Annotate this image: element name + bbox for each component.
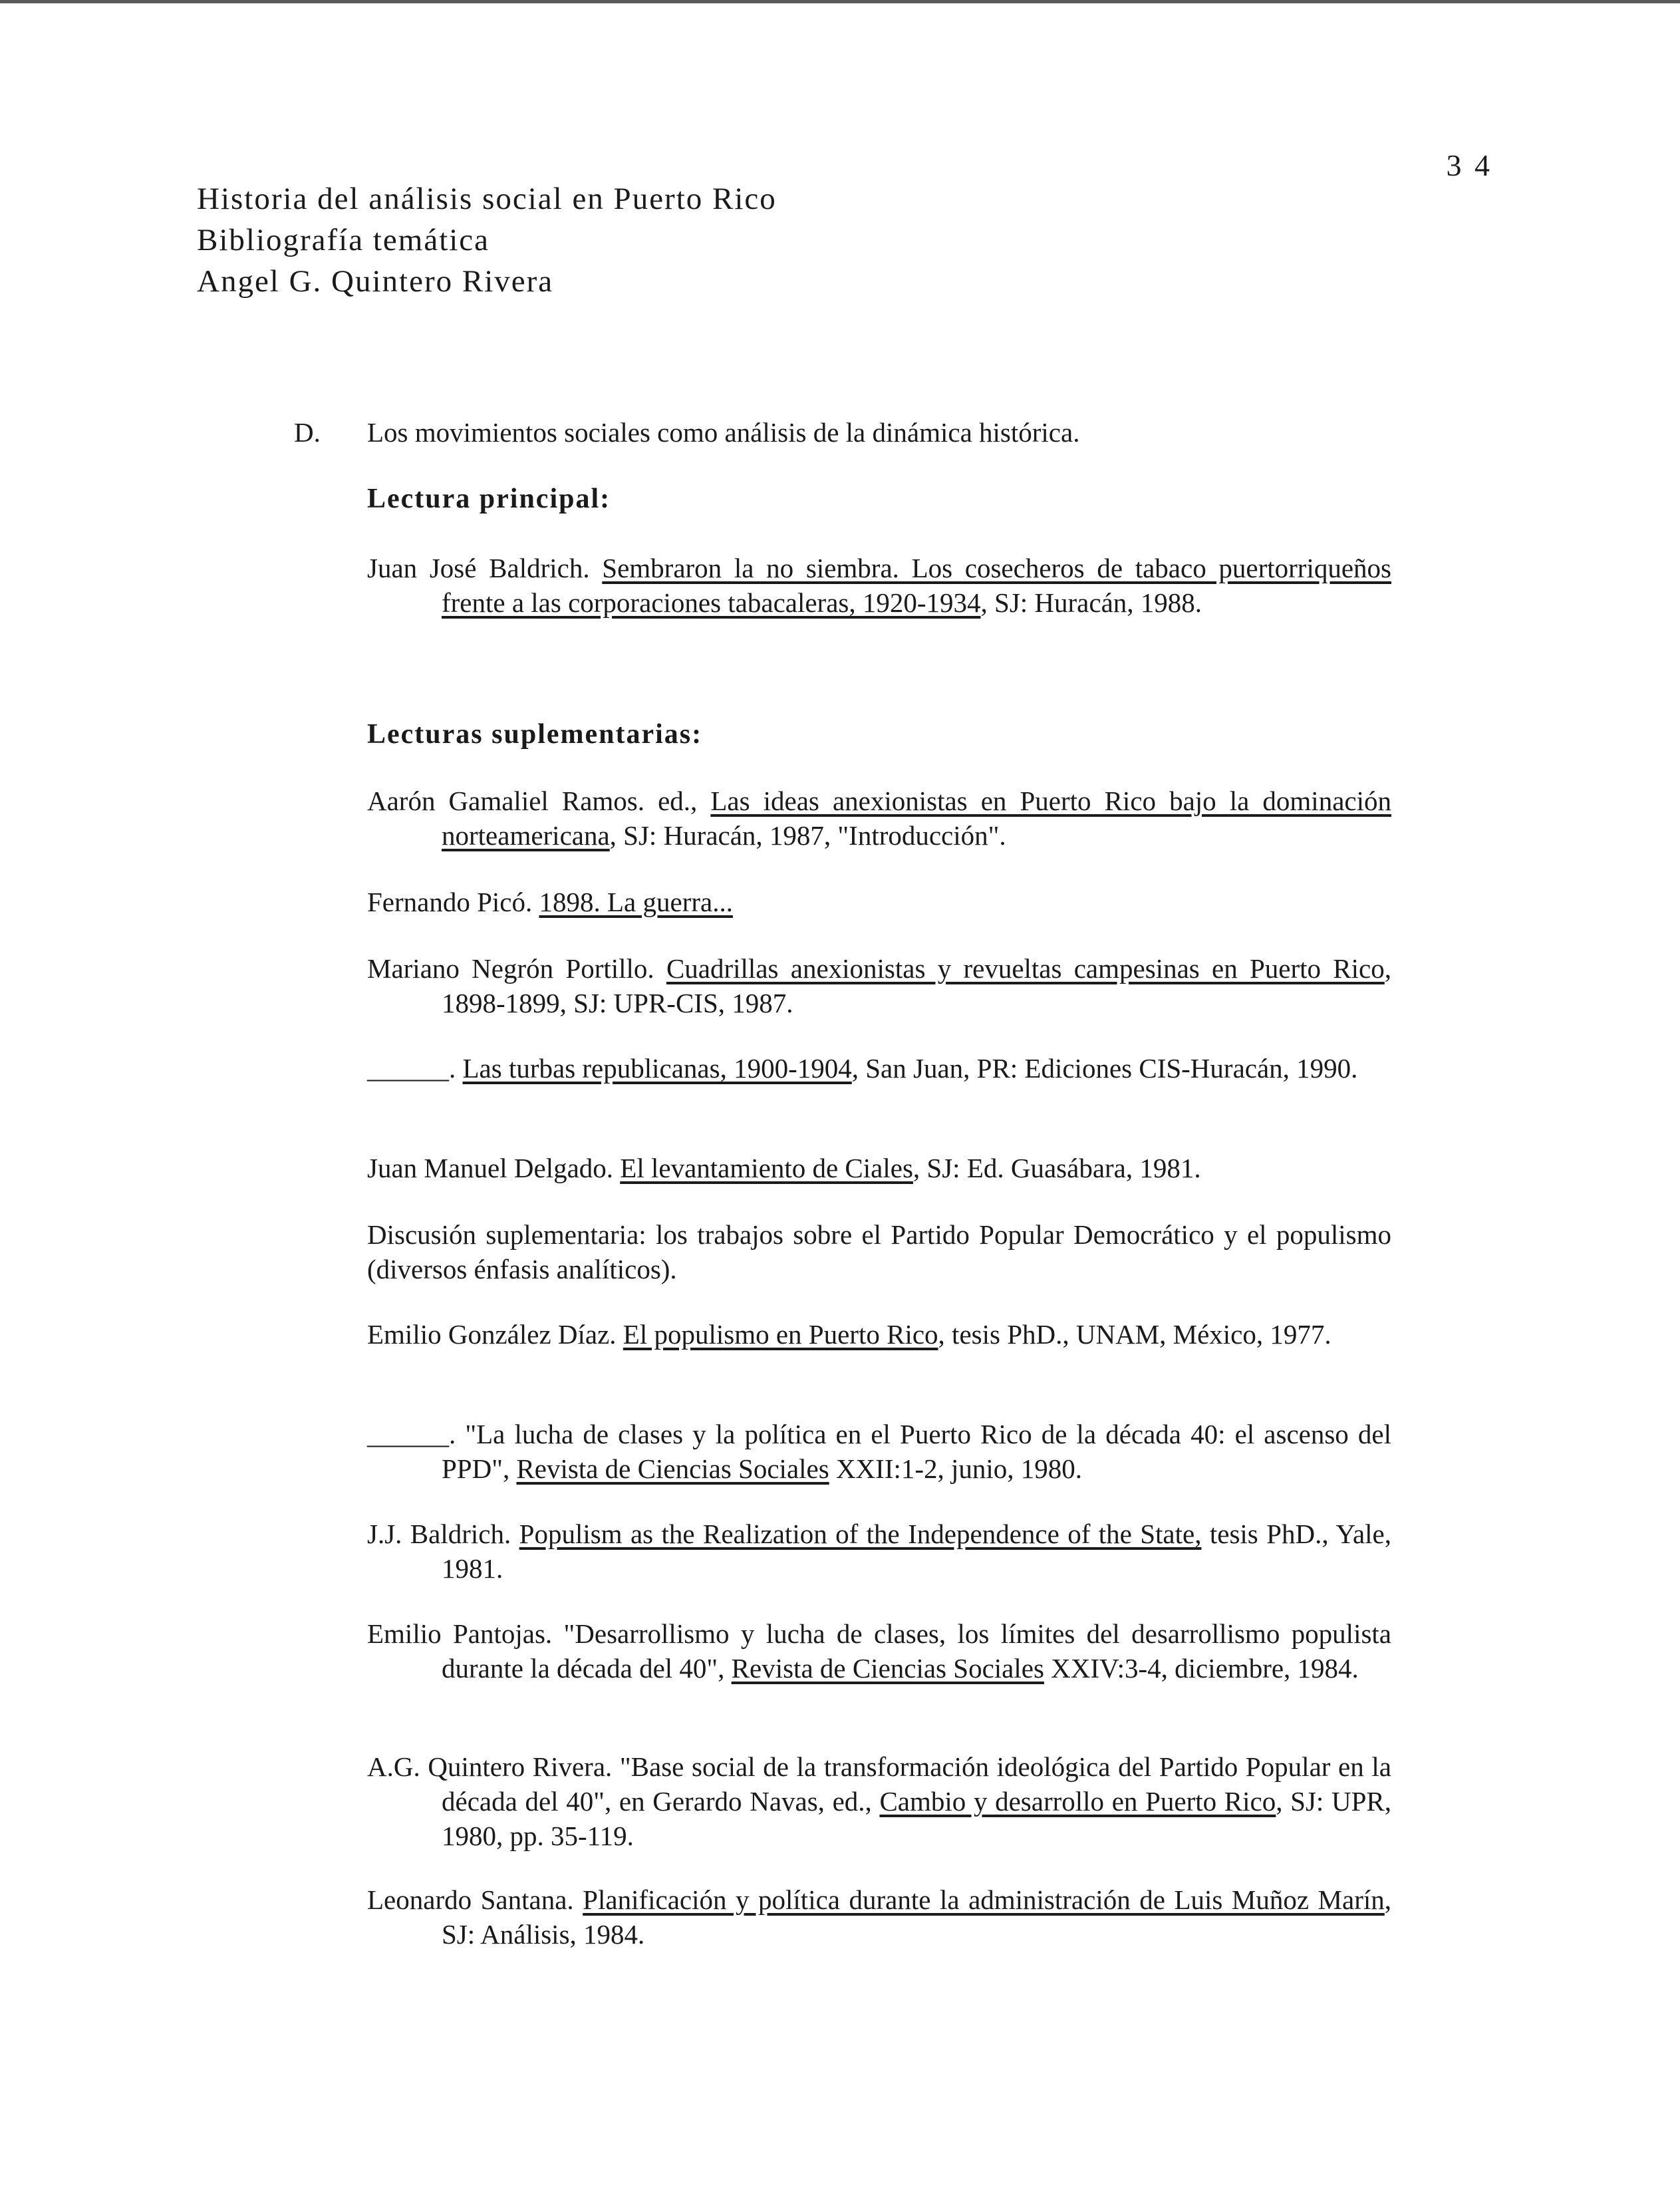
entry-journal: Revista de Ciencias Sociales xyxy=(516,1453,829,1484)
bibliography-entry xyxy=(367,885,1391,919)
entry-author: Emilio González Díaz. xyxy=(367,1319,623,1350)
entry-article: "La lucha de clases y la política en el Puerto Rico de la década 40: el ascenso del PPD", xyxy=(442,1419,1391,1484)
entry-details: XXII:1-2, junio, 1980. xyxy=(829,1453,1083,1484)
entry-details: , SJ: Ed. Guasábara, 1981. xyxy=(912,1153,1201,1183)
entry-journal: Revista de Ciencias Sociales xyxy=(731,1653,1044,1684)
entry-details: , SJ: UPR, 1980, pp. 35-119. xyxy=(442,1786,1391,1851)
section-letter: D. xyxy=(294,417,321,448)
entry-details: tesis PhD., Yale, 1981. xyxy=(442,1519,1391,1584)
section-heading xyxy=(294,416,1079,448)
entry-author: Leonardo Santana. xyxy=(367,1884,583,1915)
entry-author: Aarón Gamaliel Ramos. ed., xyxy=(367,786,711,816)
entry-title: El populismo en Puerto Rico xyxy=(623,1319,938,1350)
entry-title: Populism as the Realization of the Independence of the State, xyxy=(519,1519,1202,1549)
entry-author: Juan Manuel Delgado. xyxy=(367,1153,621,1183)
entry-title: Planificación y política durante la administración de Luis Muñoz Marín xyxy=(583,1884,1385,1915)
entry-title: Sembraron la no siembra. Los cosecheros de tabaco puertorriqueños frente a las corporaciones tabacaleras, 1920-1934 xyxy=(442,553,1391,618)
entry-title: Cuadrillas anexionistas y revueltas campesinas en Puerto Rico xyxy=(666,953,1385,984)
entry-details: , SJ: Huracán, 1987, "Introducción". xyxy=(609,820,1006,851)
entry-author: ______. xyxy=(367,1053,463,1084)
entry-author: J.J. Baldrich. xyxy=(367,1519,519,1549)
section-title: Los movimientos sociales como análisis de la dinámica histórica. xyxy=(367,417,1080,448)
entry-details: , SJ: Huracán, 1988. xyxy=(980,587,1202,618)
entry-title: Las turbas republicanas, 1900-1904 xyxy=(462,1053,852,1084)
entry-author: ______. xyxy=(367,1419,466,1449)
entry-title: Las ideas anexionistas en Puerto Rico bajo la dominación norteamericana xyxy=(442,786,1391,851)
entry-title: El levantamiento de Ciales xyxy=(620,1153,913,1183)
scan-edge xyxy=(0,0,1680,3)
bibliography-entry xyxy=(367,1882,1391,1952)
lecturas-suplementarias-heading: Lecturas suplementarias: xyxy=(367,719,703,750)
entry-details: , SJ: Análisis, 1984. xyxy=(442,1884,1391,1950)
entry-details: , San Juan, PR: Ediciones CIS-Huracán, 1990. xyxy=(851,1053,1358,1084)
entry-details: XXIV:3-4, diciembre, 1984. xyxy=(1044,1653,1359,1684)
bibliography-entry xyxy=(367,1051,1391,1086)
entry-author: Juan José Baldrich. xyxy=(367,553,603,583)
header-title: Historia del análisis social en Puerto Rico xyxy=(197,182,777,216)
header-subtitle: Bibliografía temática xyxy=(197,223,490,257)
bibliography-entry xyxy=(367,1616,1391,1686)
entry-author: Mariano Negrón Portillo. xyxy=(367,953,666,984)
discussion-text: Discusión suplementaria: los trabajos sobre el Partido Popular Democrático y el populismo (diversos énfasis analíticos). xyxy=(367,1219,1391,1284)
discussion-note xyxy=(367,1217,1391,1286)
bibliography-entry xyxy=(367,551,1391,620)
document-header xyxy=(197,178,777,302)
entry-title: 1898. La guerra... xyxy=(539,887,733,917)
header-author: Angel G. Quintero Rivera xyxy=(197,264,554,299)
bibliography-entry xyxy=(367,784,1391,853)
entry-article: "Desarrollismo y lucha de clases, los límites del desarrollismo populista durante la década del 40", xyxy=(442,1618,1392,1684)
entry-author: A.G. Quintero Rivera. xyxy=(367,1751,620,1782)
entry-author: Fernando Picó. xyxy=(367,887,539,917)
bibliography-entry xyxy=(367,1417,1391,1486)
entry-title: Cambio y desarrollo en Puerto Rico xyxy=(879,1786,1276,1817)
entry-author: Emilio Pantojas. xyxy=(367,1618,564,1649)
entry-details: , tesis PhD., UNAM, México, 1977. xyxy=(938,1319,1331,1350)
entry-article: "Base social de la transformación ideológica del Partido Popular en la década del 40", en Gerardo Navas, ed., xyxy=(442,1751,1391,1817)
page-number: 3 4 xyxy=(1446,148,1492,182)
bibliography-entry xyxy=(367,951,1391,1020)
bibliography-entry xyxy=(367,1317,1391,1352)
bibliography-entry xyxy=(367,1749,1391,1853)
bibliography-entry xyxy=(367,1151,1391,1185)
bibliography-entry xyxy=(367,1517,1391,1586)
entry-details: , 1898-1899, SJ: UPR-CIS, 1987. xyxy=(442,953,1391,1018)
lectura-principal-heading: Lectura principal: xyxy=(367,484,611,514)
